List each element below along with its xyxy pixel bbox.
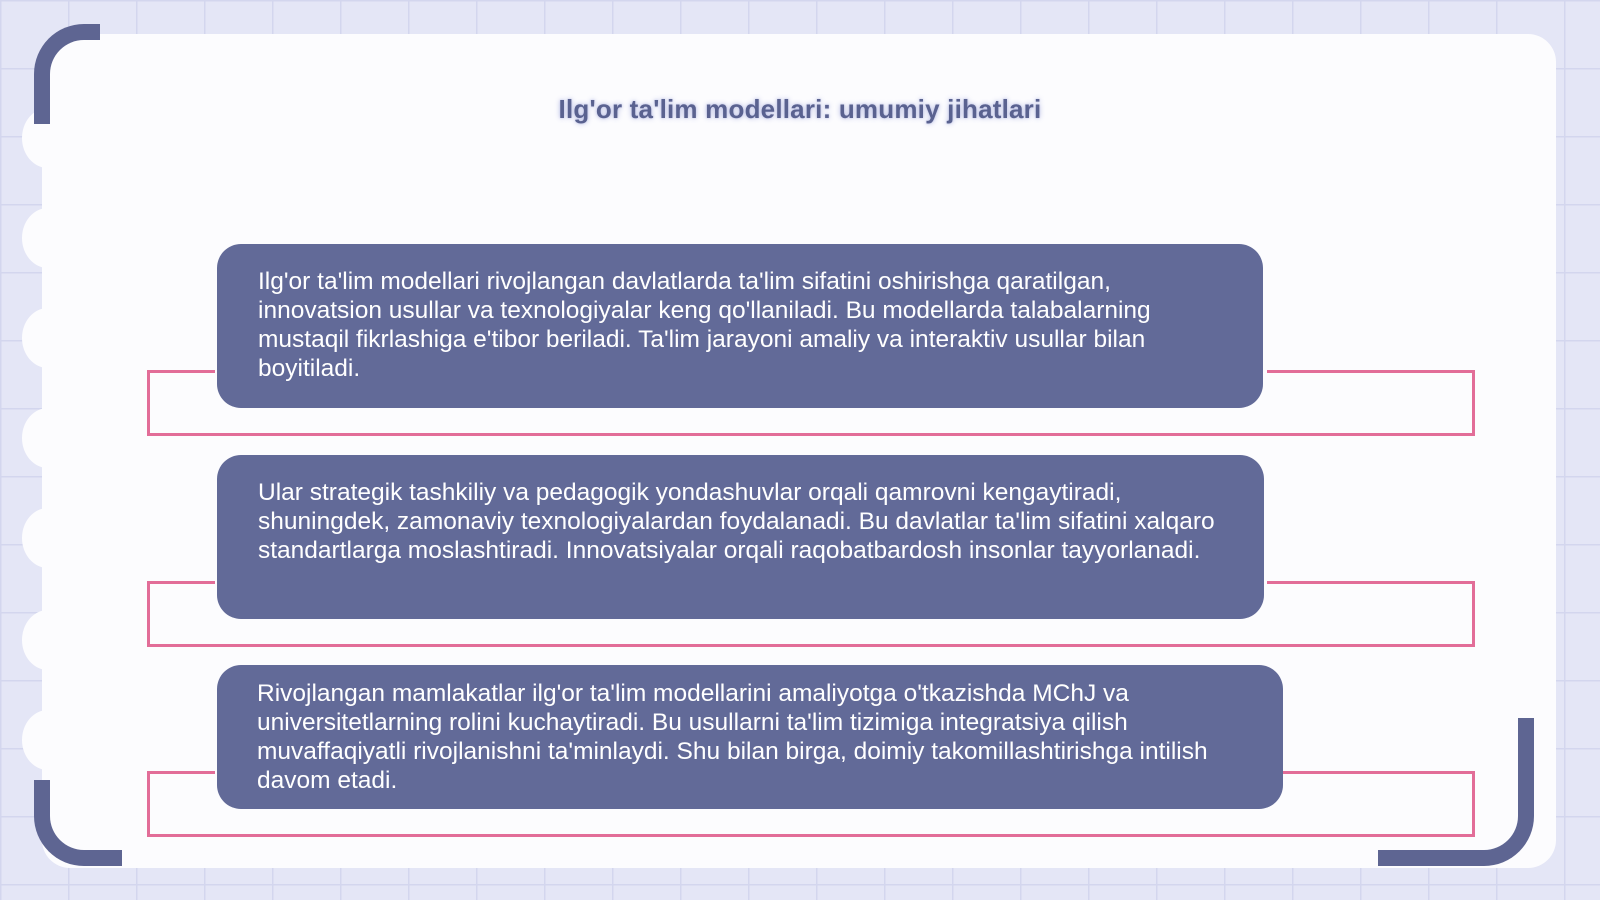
slide-title	[0, 94, 1600, 125]
binder-notch	[22, 508, 74, 568]
binder-notch	[22, 610, 74, 670]
content-card-3	[217, 665, 1283, 809]
content-card-1	[217, 244, 1263, 408]
card-text: Rivojlangan mamlakatlar ilg'or ta'lim modellarini amaliyotga o'tkazishda MChJ va universitetlarning rolini kuchaytiradi. Bu usullarni ta'lim tizimiga integratsiya qilish muvaffaqiyatli rivojlanishni ta'minlaydi. Shu bilan birga, doimiy takomillashtirishga intilish davom etadi.	[257, 680, 1208, 794]
card-text: Ilg'or ta'lim modellari rivojlangan davlatlarda ta'lim sifatini oshirishga qaratilgan, innovatsion usullar va texnologiyalar keng qo'llaniladi. Bu modellarda talabalarning mustaqil fikrlashiga e'tibor beriladi. Ta'lim jarayoni amaliy va interaktiv usullar bilan boyitiladi.	[258, 268, 1151, 382]
slide-title-text: Ilg'or ta'lim modellari: umumiy jihatlari	[558, 94, 1042, 124]
binder-notch	[22, 208, 74, 268]
binder-notch	[22, 308, 74, 368]
binder-notch	[22, 408, 74, 468]
content-card-2	[217, 455, 1264, 619]
card-text: Ular strategik tashkiliy va pedagogik yondashuvlar orqali qamrovni kengaytiradi, shuningdek, zamonaviy texnologiyalardan foydalanadi. Bu davlatlar ta'lim sifatini xalqaro standartlarga moslashtiradi. Innovatsiyalar orqali raqobatbardosh insonlar tayyorlanadi.	[258, 479, 1215, 564]
binder-notch	[22, 710, 74, 770]
